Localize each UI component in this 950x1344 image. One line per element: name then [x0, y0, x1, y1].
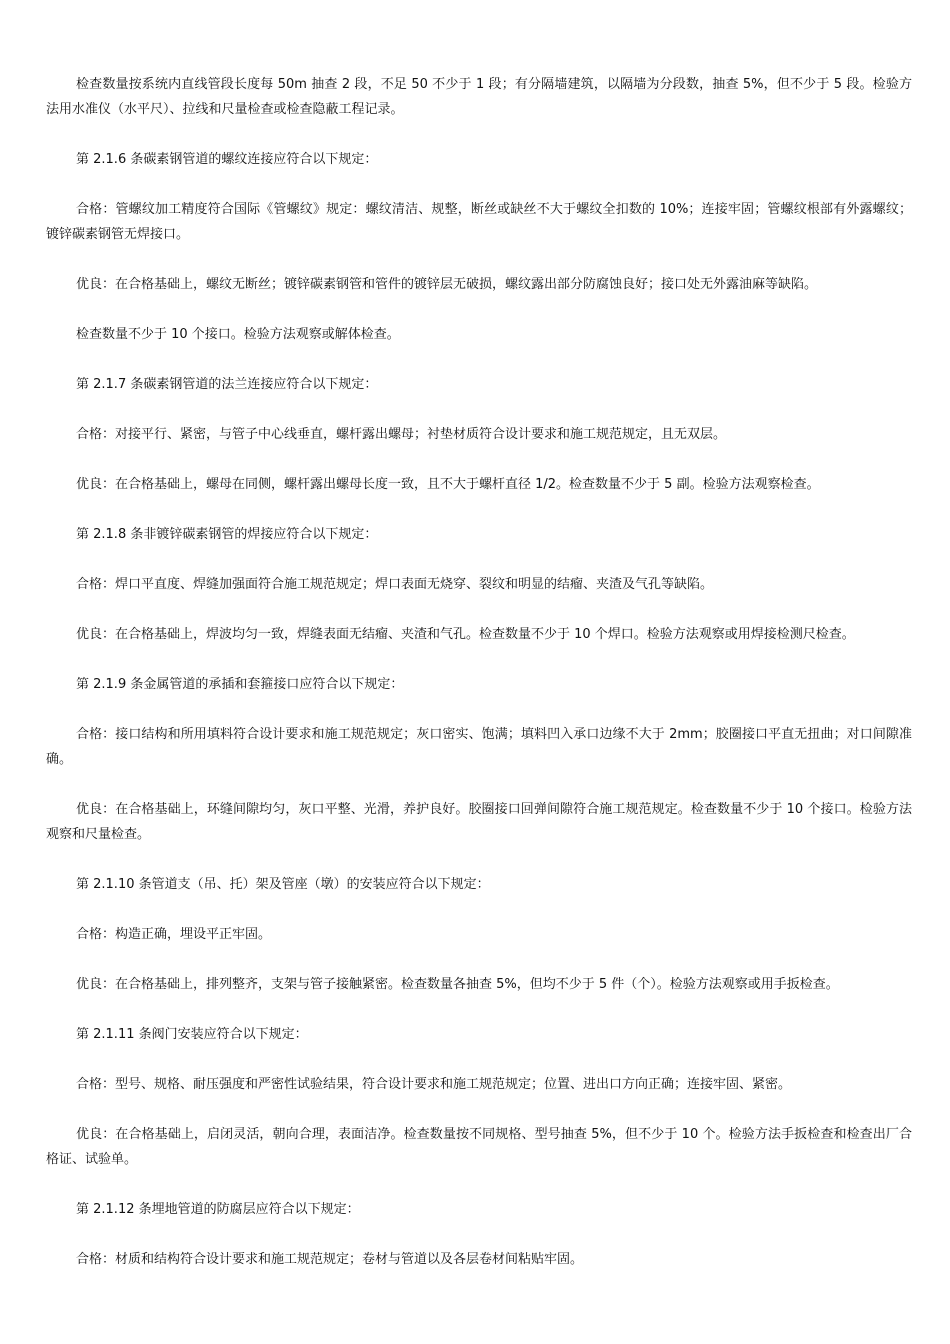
paragraph-qualified: 合格：对接平行、紧密，与管子中心线垂直，螺杆露出螺母；衬垫材质符合设计要求和施工规范规定，且无双层。: [76, 427, 727, 442]
paragraph-qualified: 合格：材质和结构符合设计要求和施工规范规定；卷材与管道以及各层卷材间粘贴牢固。: [76, 1252, 584, 1267]
paragraph-excellent: 优良：在合格基础上，排列整齐，支架与管子接触紧密。检查数量各抽查 5%，但均不少于 5 件（个）。检验方法观察或用手扳检查。: [76, 977, 839, 992]
paragraph-excellent: 优良：在合格基础上，螺母在同侧，螺杆露出螺母长度一致，且不大于螺杆直径 1/2。检查数量不少于 5 副。检验方法观察检查。: [76, 477, 820, 492]
document-body: [46, 72, 912, 1297]
paragraph-qualified: 合格：接口结构和所用填料符合设计要求和施工规范规定；灰口密实、饱满；填料凹入承口边缘不大于 2mm；胶圈接口平直无扭曲；对口间隙准确。: [46, 727, 912, 767]
paragraph-qualified: 合格：型号、规格、耐压强度和严密性试验结果，符合设计要求和施工规范规定；位置、进出口方向正确；连接牢固、紧密。: [76, 1077, 792, 1092]
paragraph-qualified: 合格：焊口平直度、焊缝加强面符合施工规范规定；焊口表面无烧穿、裂纹和明显的结瘤、夹渣及气孔等缺陷。: [76, 577, 714, 592]
clause-heading-2-1-8: 第 2.1.8 条非镀锌碳素钢管的焊接应符合以下规定：: [76, 527, 378, 542]
paragraph-excellent: 优良：在合格基础上，螺纹无断丝；镀锌碳素钢管和管件的镀锌层无破损，螺纹露出部分防腐蚀良好；接口处无外露油麻等缺陷。: [76, 277, 818, 292]
clause-heading-2-1-6: 第 2.1.6 条碳素钢管道的螺纹连接应符合以下规定：: [76, 152, 378, 167]
paragraph-inspection-method: 检查数量不少于 10 个接口。检验方法观察或解体检查。: [76, 327, 400, 342]
paragraph-excellent: 优良：在合格基础上，环缝间隙均匀，灰口平整、光滑，养护良好。胶圈接口回弹间隙符合施工规范规定。检查数量不少于 10 个接口。检验方法观察和尺量检查。: [46, 802, 912, 842]
clause-heading-2-1-10: 第 2.1.10 条管道支（吊、托）架及管座（墩）的安装应符合以下规定：: [76, 877, 490, 892]
clause-heading-2-1-12: 第 2.1.12 条埋地管道的防腐层应符合以下规定：: [76, 1202, 360, 1217]
clause-heading-2-1-7: 第 2.1.7 条碳素钢管道的法兰连接应符合以下规定：: [76, 377, 378, 392]
clause-heading-2-1-9: 第 2.1.9 条金属管道的承插和套箍接口应符合以下规定：: [76, 677, 404, 692]
paragraph-inspection-quantity: 检查数量按系统内直线管段长度每 50m 抽查 2 段，不足 50 不少于 1 段；有分隔墙建筑，以隔墙为分段数，抽查 5%，但不少于 5 段。检验方法用水准仪（水平尺）、拉线和尺量检查或检查隐蔽工程记录。: [46, 77, 912, 117]
paragraph-excellent: 优良：在合格基础上，焊波均匀一致，焊缝表面无结瘤、夹渣和气孔。检查数量不少于 10 个焊口。检验方法观察或用焊接检测尺检查。: [76, 627, 855, 642]
clause-heading-2-1-11: 第 2.1.11 条阀门安装应符合以下规定：: [76, 1027, 308, 1042]
paragraph-qualified: 合格：构造正确，埋设平正牢固。: [76, 927, 272, 942]
paragraph-excellent: 优良：在合格基础上，启闭灵活，朝向合理，表面洁净。检查数量按不同规格、型号抽查 5%，但不少于 10 个。检验方法手扳检查和检查出厂合格证、试验单。: [46, 1127, 912, 1167]
paragraph-qualified: 合格：管螺纹加工精度符合国际《管螺纹》规定：螺纹清洁、规整，断丝或缺丝不大于螺纹全扣数的 10%；连接牢固；管螺纹根部有外露螺纹；镀锌碳素钢管无焊接口。: [46, 202, 912, 242]
